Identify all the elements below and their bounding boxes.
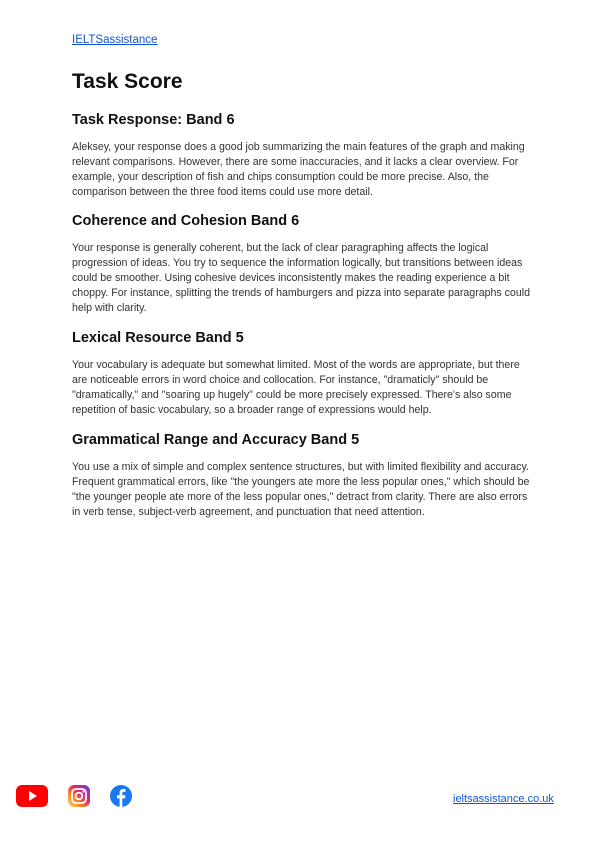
facebook-icon[interactable] <box>110 785 132 807</box>
section-heading: Grammatical Range and Accuracy Band 5 <box>72 432 360 448</box>
section-lexical-resource <box>72 330 530 418</box>
page-title: Task Score <box>72 70 183 93</box>
section-heading: Task Response: Band 6 <box>72 112 235 128</box>
section-body: Your response is generally coherent, but the lack of clear paragraphing affects the logical progression of ideas. You try to sequence the information logically, but transitions between ideas could be smoother. Using cohesive devices inconsistently makes the reading experience a bit choppy. For instance, splitting the trends of hamburgers and pizza into separate paragraphs could help with clarity. <box>72 242 530 314</box>
footer-site-link[interactable]: ieltsassistance.co.uk <box>453 793 554 805</box>
section-grammatical-range <box>72 432 530 520</box>
section-body: You use a mix of simple and complex sentence structures, but with limited flexibility and accuracy. Frequent grammatical errors, like "the youngers ate more the less popular ones," which should be "the younger people ate more of the less popular ones," detract from clarity. There are also errors in verb tense, subject-verb agreement, and punctuation that need attention. <box>72 461 530 518</box>
section-heading: Coherence and Cohesion Band 6 <box>72 213 300 229</box>
footer-text-cut <box>80 838 540 846</box>
section-task-response <box>72 112 530 200</box>
section-body: Aleksey, your response does a good job summarizing the main features of the graph and making relevant comparisons. However, there are some inaccuracies, and it lacks a clear overview. For example, your description of fish and chips consumption could be more precise. Also, the comparison between the three food items could use more detail. <box>72 141 525 198</box>
youtube-icon[interactable] <box>16 785 48 807</box>
section-body: Your vocabulary is adequate but somewhat limited. Most of the words are appropriate, but there are noticeable errors in word choice and collocation. For instance, "dramaticly" should be "dramatically," and "soaring up hugely" could be more precisely expressed. There's also some repetition of basic vocabulary, so a broader range of expressions would help. <box>72 359 520 416</box>
section-heading: Lexical Resource Band 5 <box>72 330 244 346</box>
instagram-icon[interactable] <box>68 785 90 807</box>
site-link[interactable]: IELTSassistance <box>72 34 158 46</box>
section-coherence-cohesion <box>72 213 530 316</box>
